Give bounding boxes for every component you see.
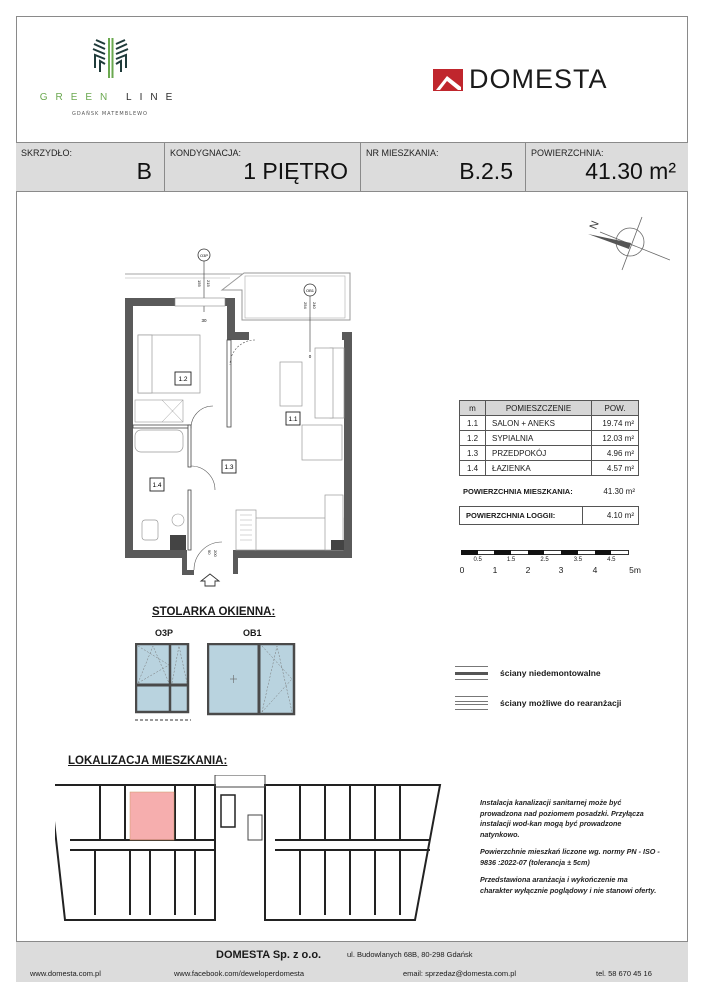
area-value: 41.30 m²: [585, 158, 676, 184]
col-header-area: POW.: [592, 401, 639, 416]
window-label-o3p: O3P: [155, 628, 174, 638]
apartment-highlight: [130, 792, 174, 840]
svg-text:1.3: 1.3: [224, 464, 234, 471]
window-o3p-drawing: [135, 643, 195, 723]
window-ob1-drawing: [207, 643, 297, 718]
table-row: 1.2 SYPIALNIA 12.03 m²: [460, 431, 639, 446]
wing-cell: [16, 143, 165, 191]
svg-text:1.1: 1.1: [288, 416, 298, 423]
wing-value: B: [136, 158, 152, 184]
apartment-number-value: B.2.5: [459, 158, 513, 184]
windows-section-title: STOLARKA OKIENNA:: [152, 606, 276, 618]
svg-text:1.2: 1.2: [178, 376, 188, 383]
svg-text:254: 254: [303, 302, 308, 309]
total-area-value: 41.30 m²: [603, 487, 635, 496]
svg-text:240: 240: [312, 302, 317, 309]
footer-facebook-link[interactable]: www.facebook.com/deweloperdomesta: [174, 969, 305, 978]
apartment-info-bar: [16, 142, 688, 192]
svg-text:215: 215: [206, 280, 211, 287]
location-section-title: LOKALIZACJA MIESZKANIA:: [68, 755, 228, 767]
floor-label: KONDYGNACJA:: [170, 148, 242, 158]
wing-label: SKRZYDŁO:: [21, 148, 73, 158]
svg-text:N: N: [587, 219, 602, 232]
project-logo-wordmark: GREEN LINE: [39, 92, 181, 103]
total-area-label: POWIERZCHNIA MIESZKANIA:: [463, 487, 573, 496]
tree-icon: [88, 38, 132, 78]
structural-wall-swatch: [455, 666, 488, 680]
loggia-area-label: POWIERZCHNIA LOGGII:: [460, 507, 583, 524]
floor-cell: [165, 143, 361, 191]
footer-company: DOMESTA Sp. z o.o.: [216, 949, 322, 961]
building-location-plan: [55, 775, 455, 925]
area-label: POWIERZCHNIA:: [531, 148, 604, 158]
north-arrow-icon: [570, 212, 670, 277]
developer-logo: [433, 64, 608, 95]
legend-item-removable-walls: ściany możliwe do rearanżacji: [455, 696, 621, 710]
col-header-room: POMIESZCZENIE: [486, 401, 592, 416]
svg-text:155: 155: [197, 280, 202, 287]
table-row: 1.4 ŁAZIENKA 4.57 m²: [460, 461, 639, 476]
svg-text:OB1: OB1: [305, 288, 315, 293]
note-arrangement: Przedstawiona aranżacja i wykończenie ma charakter wyłącznie poglądowy i nie stanowi oferty.: [480, 875, 657, 895]
area-cell: [526, 143, 688, 191]
disclaimer-notes: [480, 798, 660, 903]
room-area-table: [459, 400, 639, 476]
footer: [16, 941, 688, 982]
project-logo: [30, 38, 190, 117]
table-row: 1.1 SALON + ANEKS 19.74 m²: [460, 416, 639, 431]
col-header-number: m: [460, 401, 486, 416]
legend-item-structural-walls: ściany niedemontowalne: [455, 666, 601, 680]
loggia-area-row: [459, 506, 639, 525]
footer-address: ul. Budowlanych 68B, 80-298 Gdańsk: [347, 950, 473, 959]
total-area-row: [459, 487, 639, 496]
svg-text:O3P: O3P: [199, 253, 209, 258]
svg-text:0: 0: [308, 354, 312, 359]
footer-website-link[interactable]: www.domesta.com.pl: [30, 969, 101, 978]
svg-text:90: 90: [207, 550, 212, 555]
svg-text:30: 30: [201, 318, 207, 323]
window-label-ob1: OB1: [243, 628, 262, 638]
note-sanitary: Instalacja kanalizacji sanitarnej może być prowadzona nad poziomem posadzki. Przyłącza instalacji wod-kan mogą być prowadzone natynkowo.: [480, 798, 644, 839]
roof-icon: [433, 69, 463, 91]
svg-text:1.4: 1.4: [152, 482, 162, 489]
footer-phone[interactable]: tel. 58 670 45 16: [596, 969, 652, 978]
scale-bar: 0.5 1.5 2.5 3.5 4.5 0 1 2 3 4 5m: [461, 550, 651, 580]
entrance-arrow-icon: [201, 574, 219, 586]
project-logo-subtitle: GDAŃSK MATEMBLEWO: [72, 111, 148, 117]
loggia-area-value: 4.10 m²: [606, 511, 634, 520]
note-area-norm: Powierzchnie mieszkań liczone wg. normy PN - ISO - 9836 :2022-07 (tolerancja ± 5cm): [480, 847, 660, 867]
apartment-number-label: NR MIESZKANIA:: [366, 148, 439, 158]
developer-logo-wordmark: DOMESTA: [469, 64, 608, 94]
floor-plan: [110, 240, 360, 590]
footer-email-link[interactable]: email: sprzedaz@domesta.com.pl: [403, 969, 517, 978]
svg-text:200: 200: [213, 550, 218, 557]
table-row: 1.3 PRZEDPOKÓJ 4.96 m²: [460, 446, 639, 461]
apartment-number-cell: [361, 143, 526, 191]
floor-value: 1 PIĘTRO: [243, 158, 348, 184]
removable-wall-swatch: [455, 696, 488, 710]
